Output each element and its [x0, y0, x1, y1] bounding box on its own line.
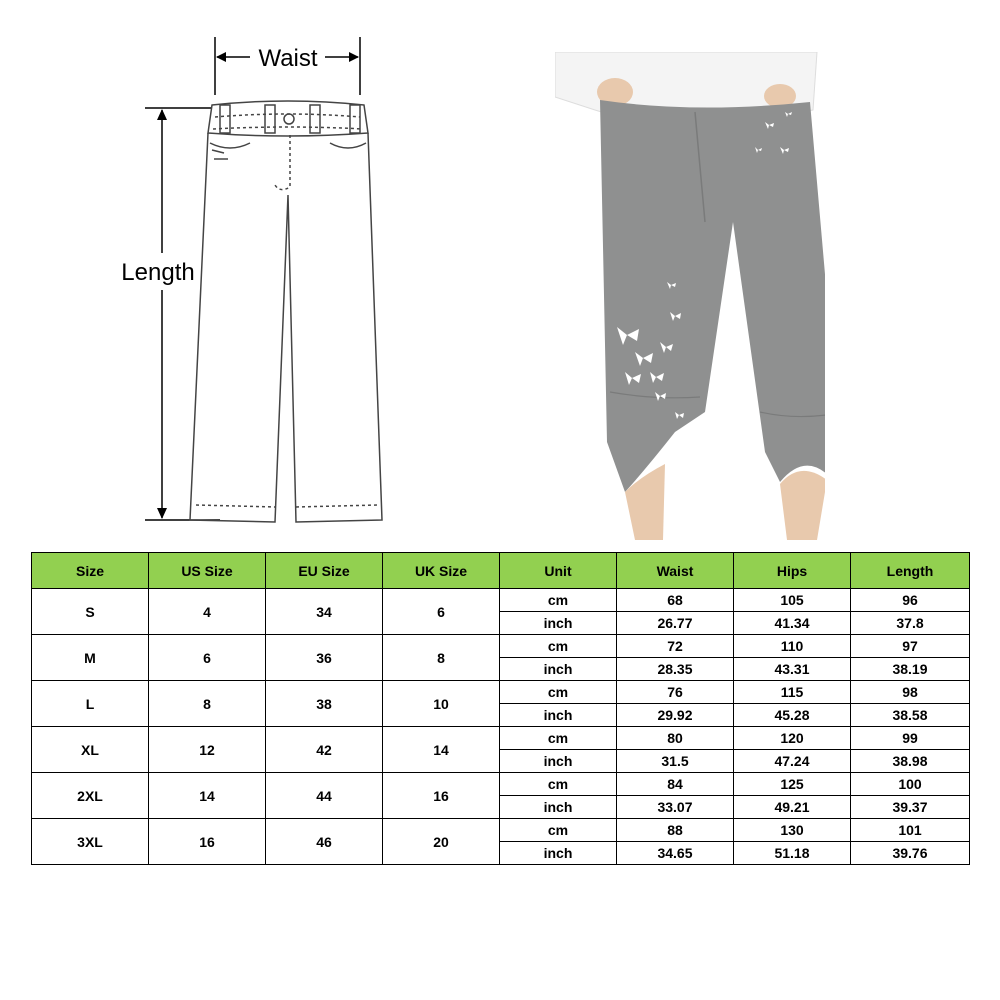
cell-waist: 76 [617, 681, 734, 704]
cell-unit: inch [500, 796, 617, 819]
cell-hips: 125 [734, 773, 851, 796]
cell-waist: 31.5 [617, 750, 734, 773]
pants-measurement-diagram [100, 35, 400, 535]
table-row [32, 727, 970, 750]
cell-hips: 49.21 [734, 796, 851, 819]
cell-eu-size: 44 [266, 773, 383, 819]
cell-waist: 72 [617, 635, 734, 658]
table-row [32, 681, 970, 704]
cell-unit: cm [500, 727, 617, 750]
cell-hips: 51.18 [734, 842, 851, 865]
cell-length: 38.19 [851, 658, 970, 681]
cell-eu-size: 38 [266, 681, 383, 727]
cell-waist: 80 [617, 727, 734, 750]
cell-eu-size: 42 [266, 727, 383, 773]
cell-hips: 47.24 [734, 750, 851, 773]
table-row [32, 819, 970, 842]
header-unit: Unit [500, 553, 617, 589]
cell-hips: 115 [734, 681, 851, 704]
cell-us-size: 14 [149, 773, 266, 819]
cell-size: 2XL [32, 773, 149, 819]
cell-unit: inch [500, 612, 617, 635]
cell-length: 97 [851, 635, 970, 658]
cell-hips: 43.31 [734, 658, 851, 681]
header-hips: Hips [734, 553, 851, 589]
cell-length: 100 [851, 773, 970, 796]
cell-hips: 110 [734, 635, 851, 658]
cell-length: 38.98 [851, 750, 970, 773]
cell-uk-size: 16 [383, 773, 500, 819]
cell-unit: cm [500, 589, 617, 612]
cell-length: 37.8 [851, 612, 970, 635]
cell-length: 98 [851, 681, 970, 704]
cell-us-size: 4 [149, 589, 266, 635]
header-us-size: US Size [149, 553, 266, 589]
header-waist: Waist [617, 553, 734, 589]
table-header-row [32, 553, 970, 589]
cell-unit: cm [500, 635, 617, 658]
cell-waist: 34.65 [617, 842, 734, 865]
cell-hips: 105 [734, 589, 851, 612]
cell-unit: inch [500, 750, 617, 773]
cell-us-size: 6 [149, 635, 266, 681]
cell-us-size: 16 [149, 819, 266, 865]
product-photo [555, 52, 825, 540]
cell-length: 39.76 [851, 842, 970, 865]
cell-waist: 26.77 [617, 612, 734, 635]
cell-unit: cm [500, 773, 617, 796]
cell-unit: inch [500, 842, 617, 865]
header-size: Size [32, 553, 149, 589]
cell-eu-size: 36 [266, 635, 383, 681]
cell-hips: 130 [734, 819, 851, 842]
cell-waist: 84 [617, 773, 734, 796]
cell-hips: 120 [734, 727, 851, 750]
header-uk-size: UK Size [383, 553, 500, 589]
cell-waist: 33.07 [617, 796, 734, 819]
cell-unit: cm [500, 819, 617, 842]
length-label: Length [121, 259, 195, 286]
header-length: Length [851, 553, 970, 589]
cell-size: 3XL [32, 819, 149, 865]
cell-hips: 45.28 [734, 704, 851, 727]
cell-length: 99 [851, 727, 970, 750]
cell-size: L [32, 681, 149, 727]
cell-eu-size: 34 [266, 589, 383, 635]
cell-size: M [32, 635, 149, 681]
cell-waist: 29.92 [617, 704, 734, 727]
cell-waist: 88 [617, 819, 734, 842]
waist-label: Waist [258, 45, 318, 72]
cell-us-size: 8 [149, 681, 266, 727]
cell-length: 101 [851, 819, 970, 842]
table-row [32, 635, 970, 658]
cell-length: 96 [851, 589, 970, 612]
cell-uk-size: 14 [383, 727, 500, 773]
cell-hips: 41.34 [734, 612, 851, 635]
right-leg [780, 471, 825, 540]
cell-length: 39.37 [851, 796, 970, 819]
cell-uk-size: 10 [383, 681, 500, 727]
cell-waist: 28.35 [617, 658, 734, 681]
cell-unit: inch [500, 704, 617, 727]
table-row [32, 589, 970, 612]
cell-eu-size: 46 [266, 819, 383, 865]
cell-us-size: 12 [149, 727, 266, 773]
cell-size: XL [32, 727, 149, 773]
cell-length: 38.58 [851, 704, 970, 727]
cell-size: S [32, 589, 149, 635]
cell-uk-size: 20 [383, 819, 500, 865]
size-chart-table [31, 552, 970, 865]
cell-waist: 68 [617, 589, 734, 612]
pants-outline [190, 101, 382, 522]
header-eu-size: EU Size [266, 553, 383, 589]
cell-uk-size: 8 [383, 635, 500, 681]
cell-unit: cm [500, 681, 617, 704]
cell-uk-size: 6 [383, 589, 500, 635]
length-arrow [145, 108, 220, 520]
cell-unit: inch [500, 658, 617, 681]
table-row [32, 773, 970, 796]
